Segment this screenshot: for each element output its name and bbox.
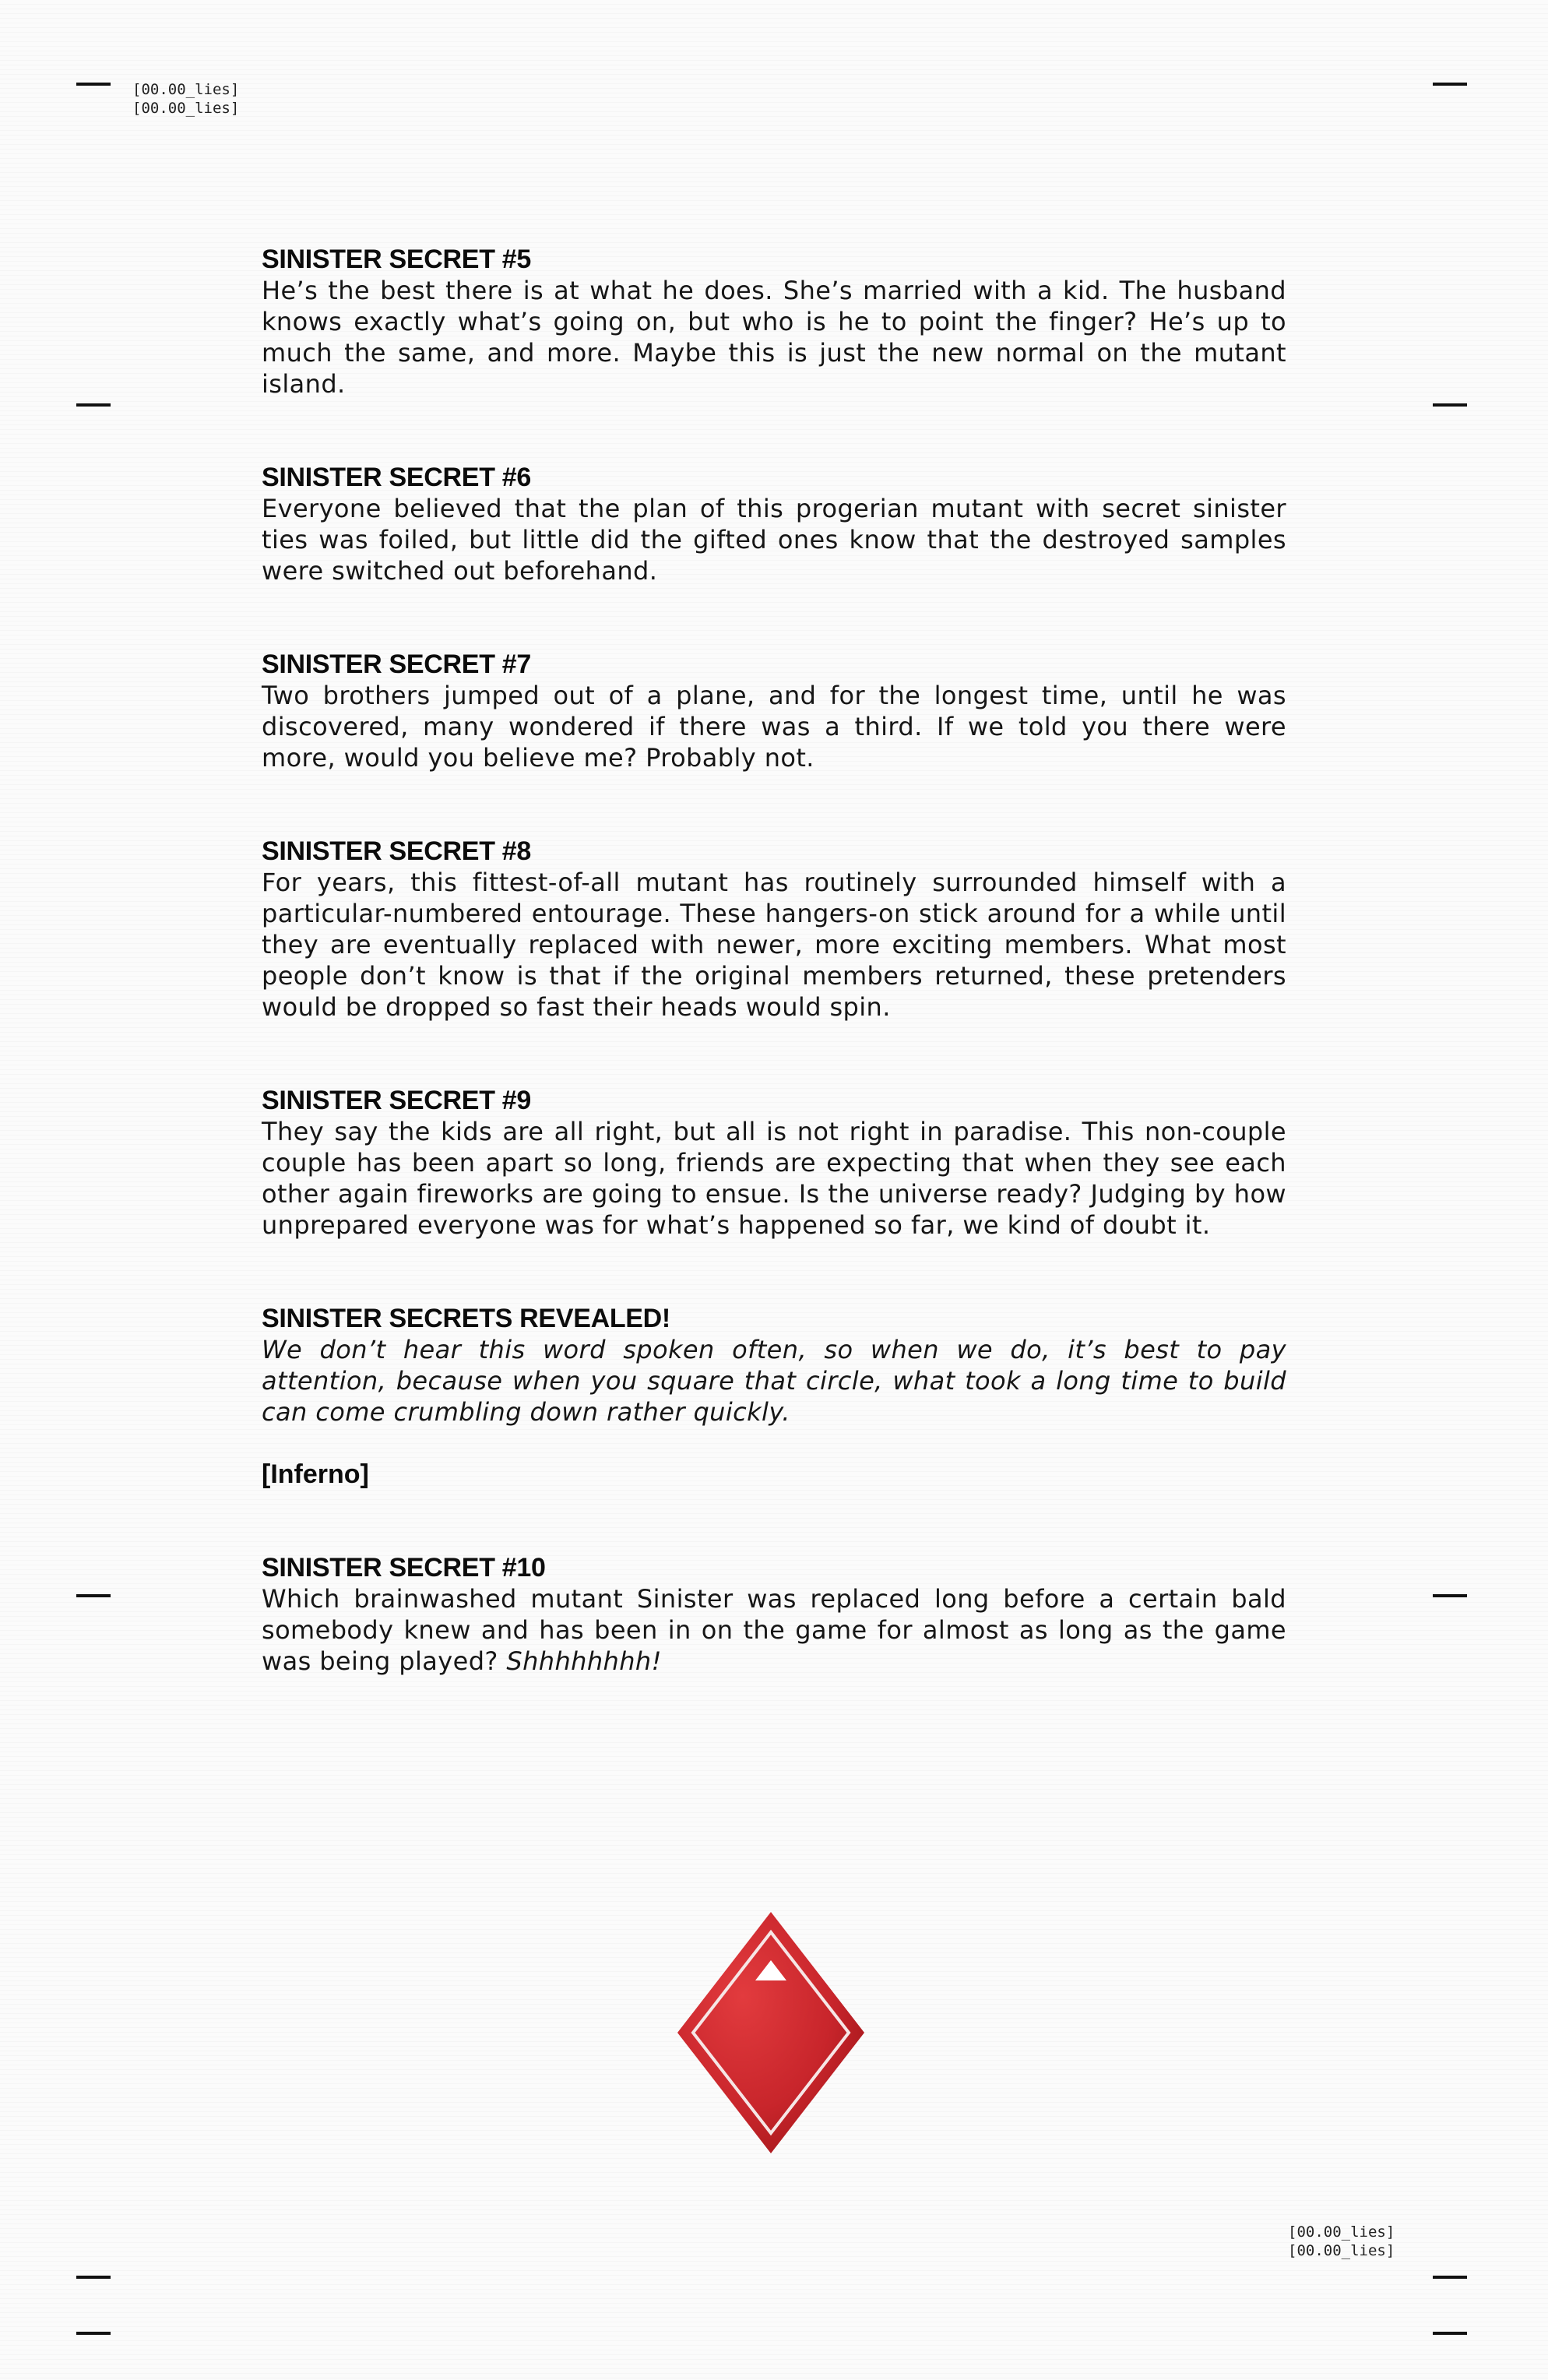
section-body: Everyone believed that the plan of this progerian mutant with secret sinister ties was foiled, but little did the gifted ones know that the destroyed samples were switched out beforehand.	[262, 494, 1286, 586]
section-body: Two brothers jumped out of a plane, and for the longest time, until he was discovered, many wondered if there was a third. If we told you there were more, would you believe me? Probably not.	[262, 681, 1286, 773]
secrets-list	[262, 244, 1286, 1739]
registration-mark	[1433, 403, 1467, 407]
section-heading: SINISTER SECRET #6	[262, 463, 532, 492]
secret-7	[262, 649, 1286, 773]
section-heading: SINISTER SECRETS REVEALED!	[262, 1304, 670, 1333]
section-heading: SINISTER SECRET #10	[262, 1553, 546, 1583]
registration-mark	[76, 2332, 111, 2335]
section-heading: SINISTER SECRET #5	[262, 245, 532, 274]
section-body: He’s the best there is at what he does. She’s married with a kid. The husband knows exactly what’s going on, but who is he to point the finger? He’s up to much the same, and more. Maybe this is just the new normal on the mutant island.	[262, 276, 1286, 399]
section-body-text: Which brainwashed mutant Sinister was replaced long before a certain bald somebody knew and has been in on the game for almost as long as the game was being played?	[262, 1584, 1286, 1676]
secret-6	[262, 462, 1286, 586]
section-heading: SINISTER SECRET #8	[262, 836, 532, 866]
corner-code-line: [00.00_lies]	[132, 81, 240, 98]
registration-mark	[76, 1594, 111, 1597]
secret-10	[262, 1552, 1286, 1677]
registration-mark	[1433, 1594, 1467, 1597]
corner-code-top-left	[132, 80, 239, 118]
section-body	[262, 1583, 1286, 1677]
corner-code-line: [00.00_lies]	[1288, 2223, 1395, 2241]
secret-5	[262, 244, 1286, 400]
registration-mark	[76, 83, 111, 86]
section-heading: SINISTER SECRET #9	[262, 1086, 532, 1115]
section-body: We don’t hear this word spoken often, so when we do, it’s best to pay attention, because when you square that circle, what took a long time to build can come crumbling down rather quickly.	[262, 1335, 1286, 1427]
section-body-italic: Shhhhhhhh!	[506, 1646, 662, 1676]
secrets-revealed	[262, 1303, 1286, 1490]
inferno-tag: [Inferno]	[262, 1459, 369, 1489]
registration-mark	[76, 403, 111, 407]
secret-8	[262, 836, 1286, 1023]
section-body: They say the kids are all right, but all is not right in paradise. This non-couple couple has been apart so long, friends are expecting that when they see each other again fireworks are going to ensue. Is the universe ready? Judging by how unprepared everyone was for what’s happened so far, we kind of doubt it.	[262, 1117, 1286, 1240]
registration-mark	[76, 2276, 111, 2279]
section-body: For years, this fittest-of-all mutant has routinely surrounded himself with a particular-numbered entourage. These hangers-on stick around for a while until they are eventually replaced with newer, more exciting members. What most people don’t know is that if the original members returned, these pretenders would be dropped so fast their heads would spin.	[262, 868, 1286, 1022]
registration-mark	[1433, 83, 1467, 86]
corner-code-bottom-right	[1288, 2223, 1395, 2260]
section-heading: SINISTER SECRET #7	[262, 650, 532, 679]
corner-code-line: [00.00_lies]	[132, 100, 240, 117]
diamond-outer	[677, 1912, 864, 2153]
registration-mark	[1433, 2276, 1467, 2279]
red-diamond-emblem-icon	[677, 1912, 864, 2153]
registration-mark	[1433, 2332, 1467, 2335]
secret-9	[262, 1085, 1286, 1241]
corner-code-line: [00.00_lies]	[1288, 2242, 1395, 2259]
